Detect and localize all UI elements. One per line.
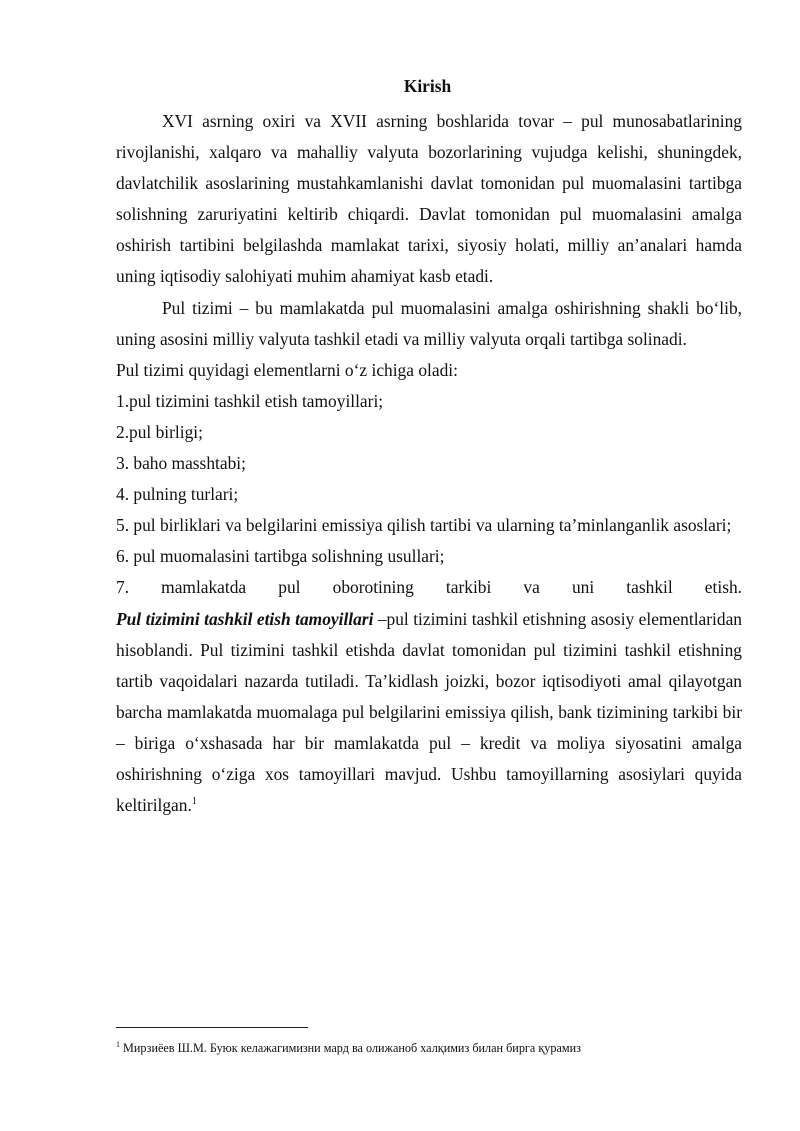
list-item: 1.pul tizimini tashkil etish tamoyillari; — [116, 390, 384, 411]
page-title: Kirish — [403, 76, 452, 96]
paragraph-principles — [116, 604, 742, 822]
footnote — [116, 1040, 756, 1056]
footnote-number: 1 — [116, 1039, 120, 1049]
list-intro: Pul tizimi quyidagi elementlarni o‘z ichiga oladi: — [116, 359, 458, 380]
document-body — [116, 106, 742, 821]
list-item: 6. pul muomalasini tartibga solishning usullari; — [116, 546, 445, 567]
footnote-divider — [116, 1027, 308, 1028]
paragraph-definition: Pul tizimi – bu mamlakatda pul muomalasini amalga oshirishning shakli bo‘lib, uning asosini milliy valyuta tashkil etadi va milliy valyuta orqali tartibga solinadi. — [116, 297, 742, 349]
emphasis-term: Pul tizimini tashkil etish tamoyillari — [116, 608, 374, 629]
list-item: 4. pulning turlari; — [116, 484, 239, 505]
list-item: 2.pul birligi; — [116, 421, 203, 442]
list-item: 7. mamlakatda pul oborotining tarkibi va uni tashkil etish. — [116, 577, 742, 598]
list-item: 5. pul birliklari va belgilarini emissiya qilish tartibi va ularning ta’minlanganlik asoslari; — [116, 515, 732, 536]
paragraph-intro: XVI asrning oxiri va XVII asrning boshlarida tovar – pul munosabatlarining rivojlanishi, xalqaro va mahalliy valyuta bozorlarining vujudga kelishi, shuningdek, davlatchilik asoslarining mustahkamlanishi davlat tomonidan pul muomalasini tartibga solishning zaruriyatini keltirib chiqardi. Davlat tomonidan pul muomalasini amalga oshirish tartibini belgilashda mamlakat tarixi, siyosiy holati, milliy an’analari hamda uning iqtisodiy salohiyati muhim ahamiyat kasb etadi. — [116, 111, 742, 287]
list-item: 3. baho masshtabi; — [116, 453, 246, 474]
footnote-text: Мирзиёев Ш.М. Буюк келажагимизни мард ва олижаноб халқимиз билан бирга қурамиз — [123, 1041, 581, 1055]
footnote-reference[interactable]: 1 — [191, 796, 197, 808]
paragraph-principles-text: –pul tizimini tashkil etishning asosiy elementlaridan hisoblandi. Pul tizimini tashkil etishda davlat tomonidan pul tizimini tashkil etishning tartib vaqoidalari nazarda tutiladi. Ta’kidlash joizki, bozor iqtisodiyoti amal qilayotgan barcha mamlakatda muomalaga pul belgilarini emissiya qilish, bank tizimining tarkibi bir – biriga o‘xshasada har bir mamlakatda pul – kredit va moliya siyosatini amalga oshirishning o‘ziga xos tamoyillari mavjud. Ushbu tamoyillarning asosiylari quyida keltirilgan. — [116, 608, 742, 816]
